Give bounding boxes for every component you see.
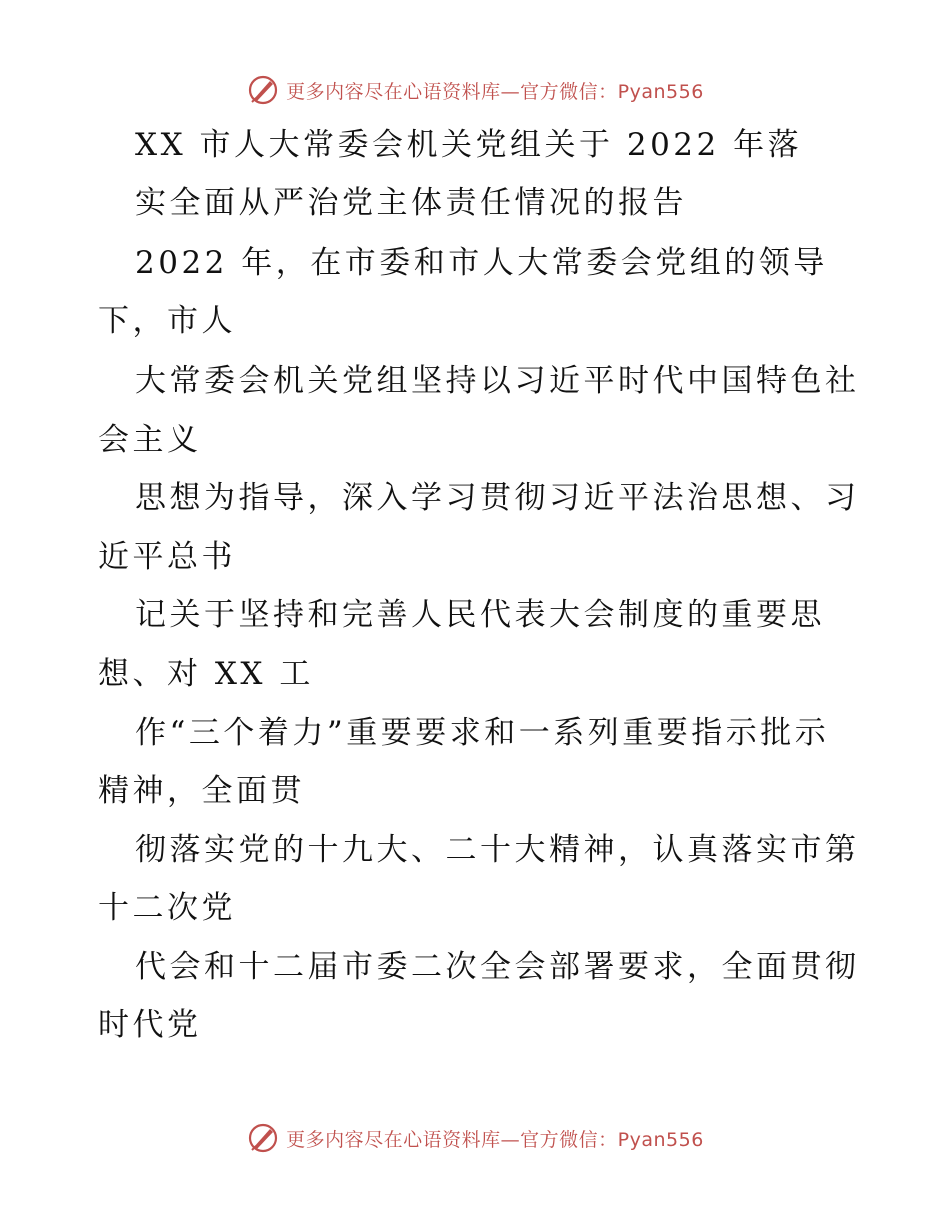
paragraph-line: 十二次党 (98, 890, 236, 926)
paragraph-line: 想、对 XX 工 (98, 656, 314, 692)
header-banner (0, 70, 950, 110)
paragraph-line: 下，市人 (98, 303, 236, 339)
paragraph-line: 时代党 (98, 1007, 202, 1043)
paragraph-line: 精神，全面贯 (98, 773, 305, 809)
quill-pen-logo-icon (246, 73, 280, 107)
document-title-line-1: XX 市人大常委会机关党组关于 2022 年落 (135, 127, 803, 163)
paragraph-line: 彻落实党的十九大、二十大精神，认真落实市第 (135, 832, 860, 868)
footer-banner (0, 1118, 950, 1158)
paragraph-line: 作“三个着力”重要要求和一系列重要指示批示 (135, 715, 830, 751)
paragraph-line: 2022 年，在市委和市人大常委会党组的领导 (135, 245, 828, 281)
banner-text: 更多内容尽在心语资料库—官方微信：Pyan556 (286, 80, 704, 103)
paragraph-line: 代会和十二届市委二次全会部署要求，全面贯彻 (135, 949, 860, 985)
banner-text: 更多内容尽在心语资料库—官方微信：Pyan556 (286, 1128, 704, 1151)
paragraph-line: 记关于坚持和完善人民代表大会制度的重要思 (135, 597, 825, 633)
quill-pen-logo-icon (246, 1121, 280, 1155)
paragraph-line: 近平总书 (98, 539, 236, 575)
document-title-line-2: 实全面从严治党主体责任情况的报告 (135, 185, 687, 221)
paragraph-line: 会主义 (98, 422, 202, 458)
paragraph-line: 大常委会机关党组坚持以习近平时代中国特色社 (135, 363, 860, 399)
paragraph-line: 思想为指导，深入学习贯彻习近平法治思想、习 (135, 480, 860, 516)
